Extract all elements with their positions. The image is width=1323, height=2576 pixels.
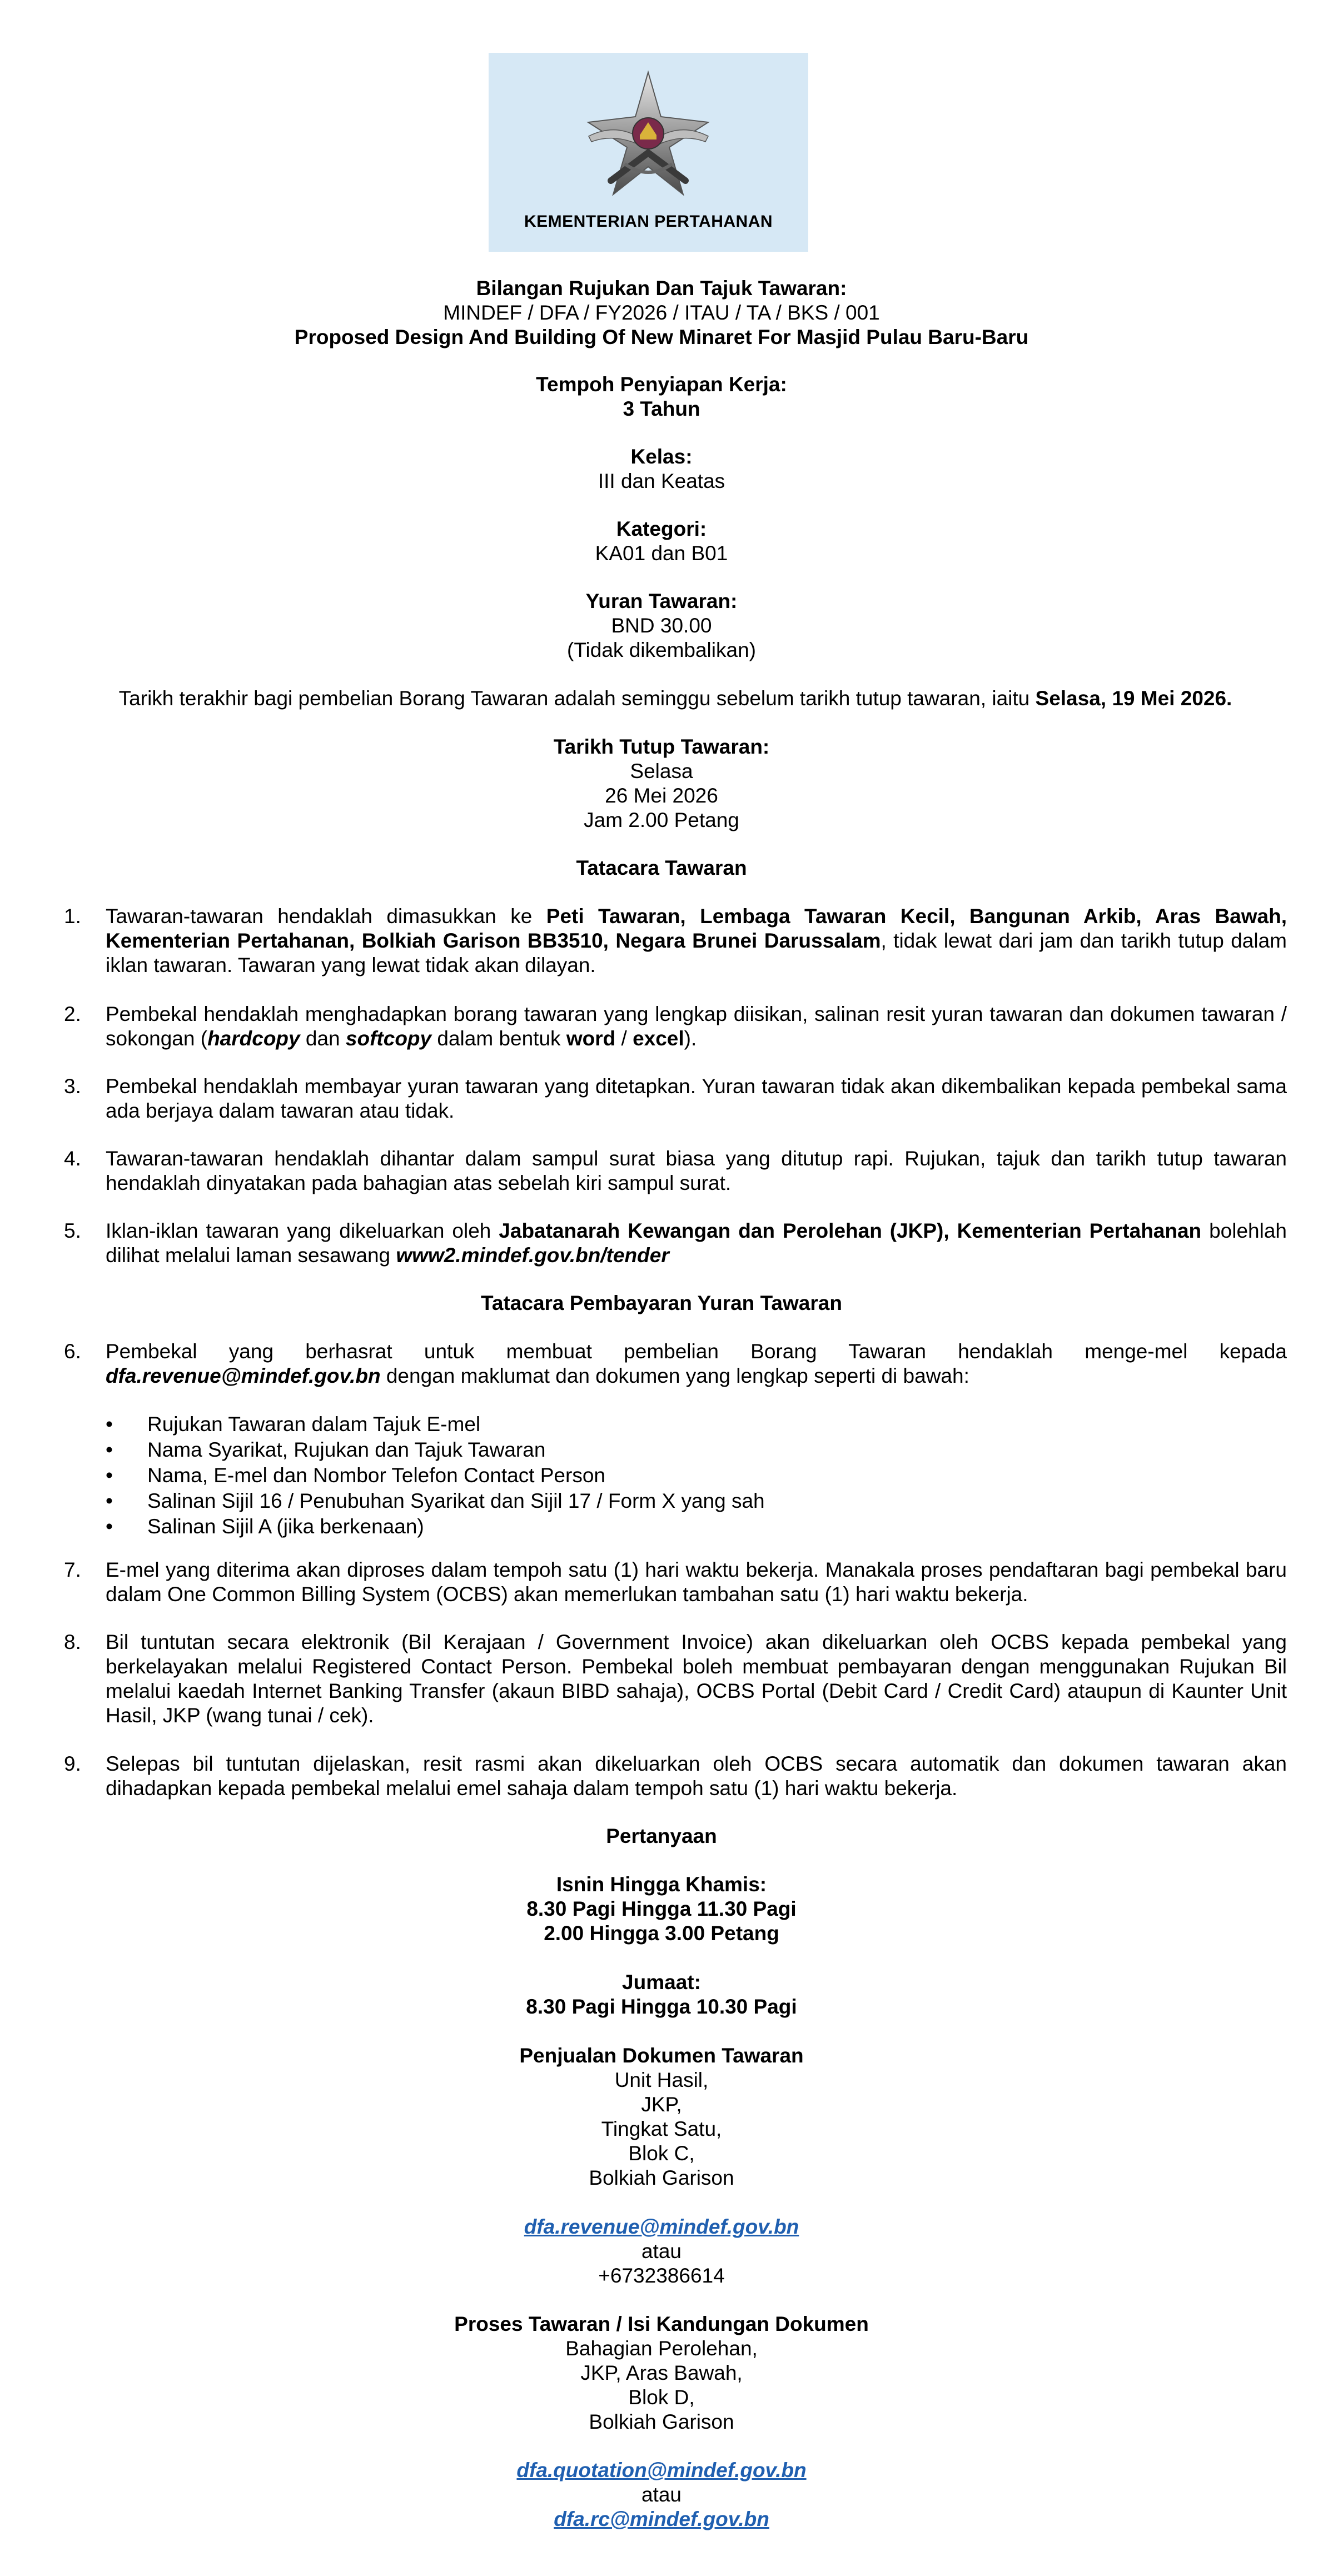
bullet-icon: • [106,1438,113,1461]
rc-email-link[interactable]: dfa.rc@mindef.gov.bn [554,2508,769,2530]
bullet-icon: • [106,1413,113,1436]
bullet-text: Nama Syarikat, Rujukan dan Tajuk Tawaran [147,1438,546,1461]
item-text-part: Pembekal yang berhasrat untuk membuat pembelian Borang Tawaran hendaklah menge-mel kepada [106,1340,1287,1363]
weekday-am: 8.30 Pagi Hingga 11.30 Pagi [526,1897,797,1920]
purchase-deadline-note [64,686,1287,711]
item-text [106,1339,1287,1388]
bullet-text: Rujukan Tawaran dalam Tajuk E-mel [147,1413,481,1436]
sales-contact-details [0,2215,1323,2288]
item-number: 8. [64,1631,81,1653]
process-contact [0,2312,1323,2434]
softcopy-term: softcopy [345,1027,432,1050]
closing-label: Tarikh Tutup Tawaran: [553,735,770,758]
process-address-line: Bahagian Perolehan, [565,2337,758,2360]
weekday-hours [0,1872,1323,1946]
item-number: 2. [64,1003,81,1025]
deadline-text: Tarikh terakhir bagi pembelian Borang Tawaran adalah seminggu sebelum tarikh tutup tawaran, iaitu [118,687,1036,710]
item-number: 9. [64,1752,81,1775]
fee-value: BND 30.00 [611,614,712,637]
category-value: KA01 dan B01 [595,542,728,565]
word-term: word [566,1027,616,1050]
hardcopy-term: hardcopy [207,1027,300,1050]
duration-field [0,372,1323,421]
class-label: Kelas: [630,445,693,468]
section-title-procedure: Tatacara Tawaran [576,856,747,879]
item-text-part: bolehlah dilihat melalui laman sesawang [106,1219,1287,1267]
tender-website: www2.mindef.gov.bn/tender [396,1244,669,1267]
closing-date-block [0,735,1323,833]
item-text-part: dengan maklumat dan dokumen yang lengkap seperti di bawah: [380,1364,969,1387]
item-number: 5. [64,1219,81,1242]
friday-time: 8.30 Pagi Hingga 10.30 Pagi [526,1995,797,2018]
bullet-item [106,1514,1273,1540]
weekday-label: Isnin Hingga Khamis: [556,1873,767,1896]
bullet-icon: • [106,1515,113,1538]
sales-contact [0,2044,1323,2190]
sales-address-line: Unit Hasil, [614,2069,709,2091]
deadline-date: Selasa, 19 Mei 2026. [1035,687,1232,710]
item-text: E-mel yang diterima akan diproses dalam tempoh satu (1) hari waktu bekerja. Manakala proses pendaftaran bagi pembekal baru dalam One Common Billing System (OCBS) akan memerlukan tambahan satu (1) hari waktu bekerja. [106,1558,1287,1606]
sales-phone: +6732386614 [598,2264,725,2287]
bullet-text: Salinan Sijil 16 / Penubuhan Syarikat dan Sijil 17 / Form X yang sah [147,1489,765,1512]
closing-time: Jam 2.00 Petang [584,809,739,831]
bullet-icon: • [106,1464,113,1487]
bullet-text: Nama, E-mel dan Nombor Telefon Contact Person [147,1464,605,1487]
bullet-text: Salinan Sijil A (jika berkenaan) [147,1515,424,1538]
item-text-part: Tawaran-tawaran hendaklah dimasukkan ke [106,905,546,928]
item-text: Pembekal hendaklah membayar yuran tawaran yang ditetapkan. Yuran tawaran tidak akan dikembalikan kepada pembekal sama ada berjaya dalam tawaran atau tidak. [106,1075,1287,1122]
item-text-part: dan [300,1027,346,1050]
sales-address-line: Bolkiah Garison [589,2166,734,2189]
ministry-logo [489,53,808,252]
closing-date: 26 Mei 2026 [605,784,718,807]
friday-hours [0,1970,1323,2019]
section-title-payment: Tatacara Pembayaran Yuran Tawaran [481,1292,842,1314]
process-label: Proses Tawaran / Isi Kandungan Dokumen [454,2313,869,2335]
emblem-icon [578,69,719,200]
item-number: 3. [64,1075,81,1098]
fee-label: Yuran Tawaran: [585,590,738,612]
sales-address-line: Blok C, [628,2142,695,2165]
item-text: Tawaran-tawaran hendaklah dihantar dalam sampul surat biasa yang ditutup rapi. Rujukan, tajuk dan tarikh tutup tawaran hendaklah dinyatakan pada bahagian atas sebelah kiri sampul surat. [106,1147,1287,1194]
process-address-line: JKP, Aras Bawah, [580,2361,743,2384]
bullet-item [106,1463,1273,1489]
inquiry-title: Pertanyaan [606,1825,717,1847]
process-address-line: Blok D, [628,2386,695,2409]
category-label: Kategori: [616,517,707,540]
closing-day: Selasa [630,760,693,783]
bullet-item [106,1412,1273,1438]
item-text [106,904,1287,978]
revenue-email: dfa.revenue@mindef.gov.bn [106,1364,381,1387]
bullet-item [106,1438,1273,1463]
tender-header [0,276,1323,350]
item-number: 6. [64,1340,81,1363]
submission-location: Peti Tawaran, Lembaga Tawaran Kecil, Bangunan Arkib, Aras Bawah, Kementerian Pertahanan, Bolkiah Garison BB3510, Negara Brunei Darussalam [106,905,1287,952]
duration-value: 3 Tahun [623,397,700,420]
department-name: Jabatanarah Kewangan dan Perolehan (JKP), Kementerian Pertahanan [499,1219,1202,1242]
item-text-part: Pembekal hendaklah menghadapkan borang tawaran yang lengkap diisikan, salinan resit yuran tawaran dan dokumen tawaran / sokongan ( [106,1003,1287,1050]
weekday-pm: 2.00 Hingga 3.00 Petang [544,1922,779,1945]
class-field [0,445,1323,494]
item-number: 7. [64,1558,81,1581]
item-text-part: ). [684,1027,697,1050]
logo-caption: KEMENTERIAN PERTAHANAN [524,212,773,231]
friday-label: Jumaat: [622,1971,701,1994]
or-text: atau [641,2483,682,2506]
tender-title: Proposed Design And Building Of New Minaret For Masjid Pulau Baru-Baru [294,326,1029,348]
item-text-part: / [615,1027,633,1050]
excel-term: excel [633,1027,684,1050]
ref-heading: Bilangan Rujukan Dan Tajuk Tawaran: [476,277,847,300]
item-number: 1. [64,905,81,928]
item-text-part: dalam bentuk [431,1027,566,1050]
process-contact-details [0,2458,1323,2532]
item-text: Bil tuntutan secara elektronik (Bil Kerajaan / Government Invoice) akan dikeluarkan oleh OCBS kepada pembekal yang berkelayakan melalui Registered Contact Person. Pembekal boleh membuat pembayaran dengan menggunakan Rujukan Bil melalui kaedah Internet Banking Transfer (akaun BIBD sahaja), OCBS Portal (Debit Card / Credit Card) ataupun di Kaunter Unit Hasil, JKP (wang tunai / cek). [106,1631,1287,1727]
item-text-part: Iklan-iklan tawaran yang dikeluarkan oleh [106,1219,499,1242]
quotation-email-link[interactable]: dfa.quotation@mindef.gov.bn [516,2459,807,2482]
sales-label: Penjualan Dokumen Tawaran [519,2044,804,2067]
required-info-list [106,1412,1273,1540]
item-text [106,1002,1287,1051]
class-value: III dan Keatas [598,470,725,492]
item-text [106,1219,1287,1268]
or-text: atau [641,2240,682,2263]
duration-label: Tempoh Penyiapan Kerja: [536,373,787,396]
fee-field [0,589,1323,662]
bullet-item [106,1489,1273,1514]
sales-address-line: JKP, [641,2093,682,2116]
item-text: Selepas bil tuntutan dijelaskan, resit rasmi akan dikeluarkan oleh OCBS secara automatik dan dokumen tawaran akan dihadapkan kepada pembekal melalui emel sahaja dalam tempoh satu (1) hari waktu bekerja. [106,1752,1287,1800]
sales-address-line: Tingkat Satu, [601,2117,722,2140]
ref-number: MINDEF / DFA / FY2026 / ITAU / TA / BKS / 001 [443,301,880,324]
category-field [0,517,1323,566]
process-address-line: Bolkiah Garison [589,2410,734,2433]
item-text-part: , tidak lewat dari jam dan tarikh tutup dalam iklan tawaran. Tawaran yang lewat tidak akan dilayan. [106,929,1287,976]
bullet-icon: • [106,1489,113,1512]
sales-email-link[interactable]: dfa.revenue@mindef.gov.bn [524,2215,799,2238]
item-number: 4. [64,1147,81,1170]
fee-note: (Tidak dikembalikan) [567,639,756,661]
